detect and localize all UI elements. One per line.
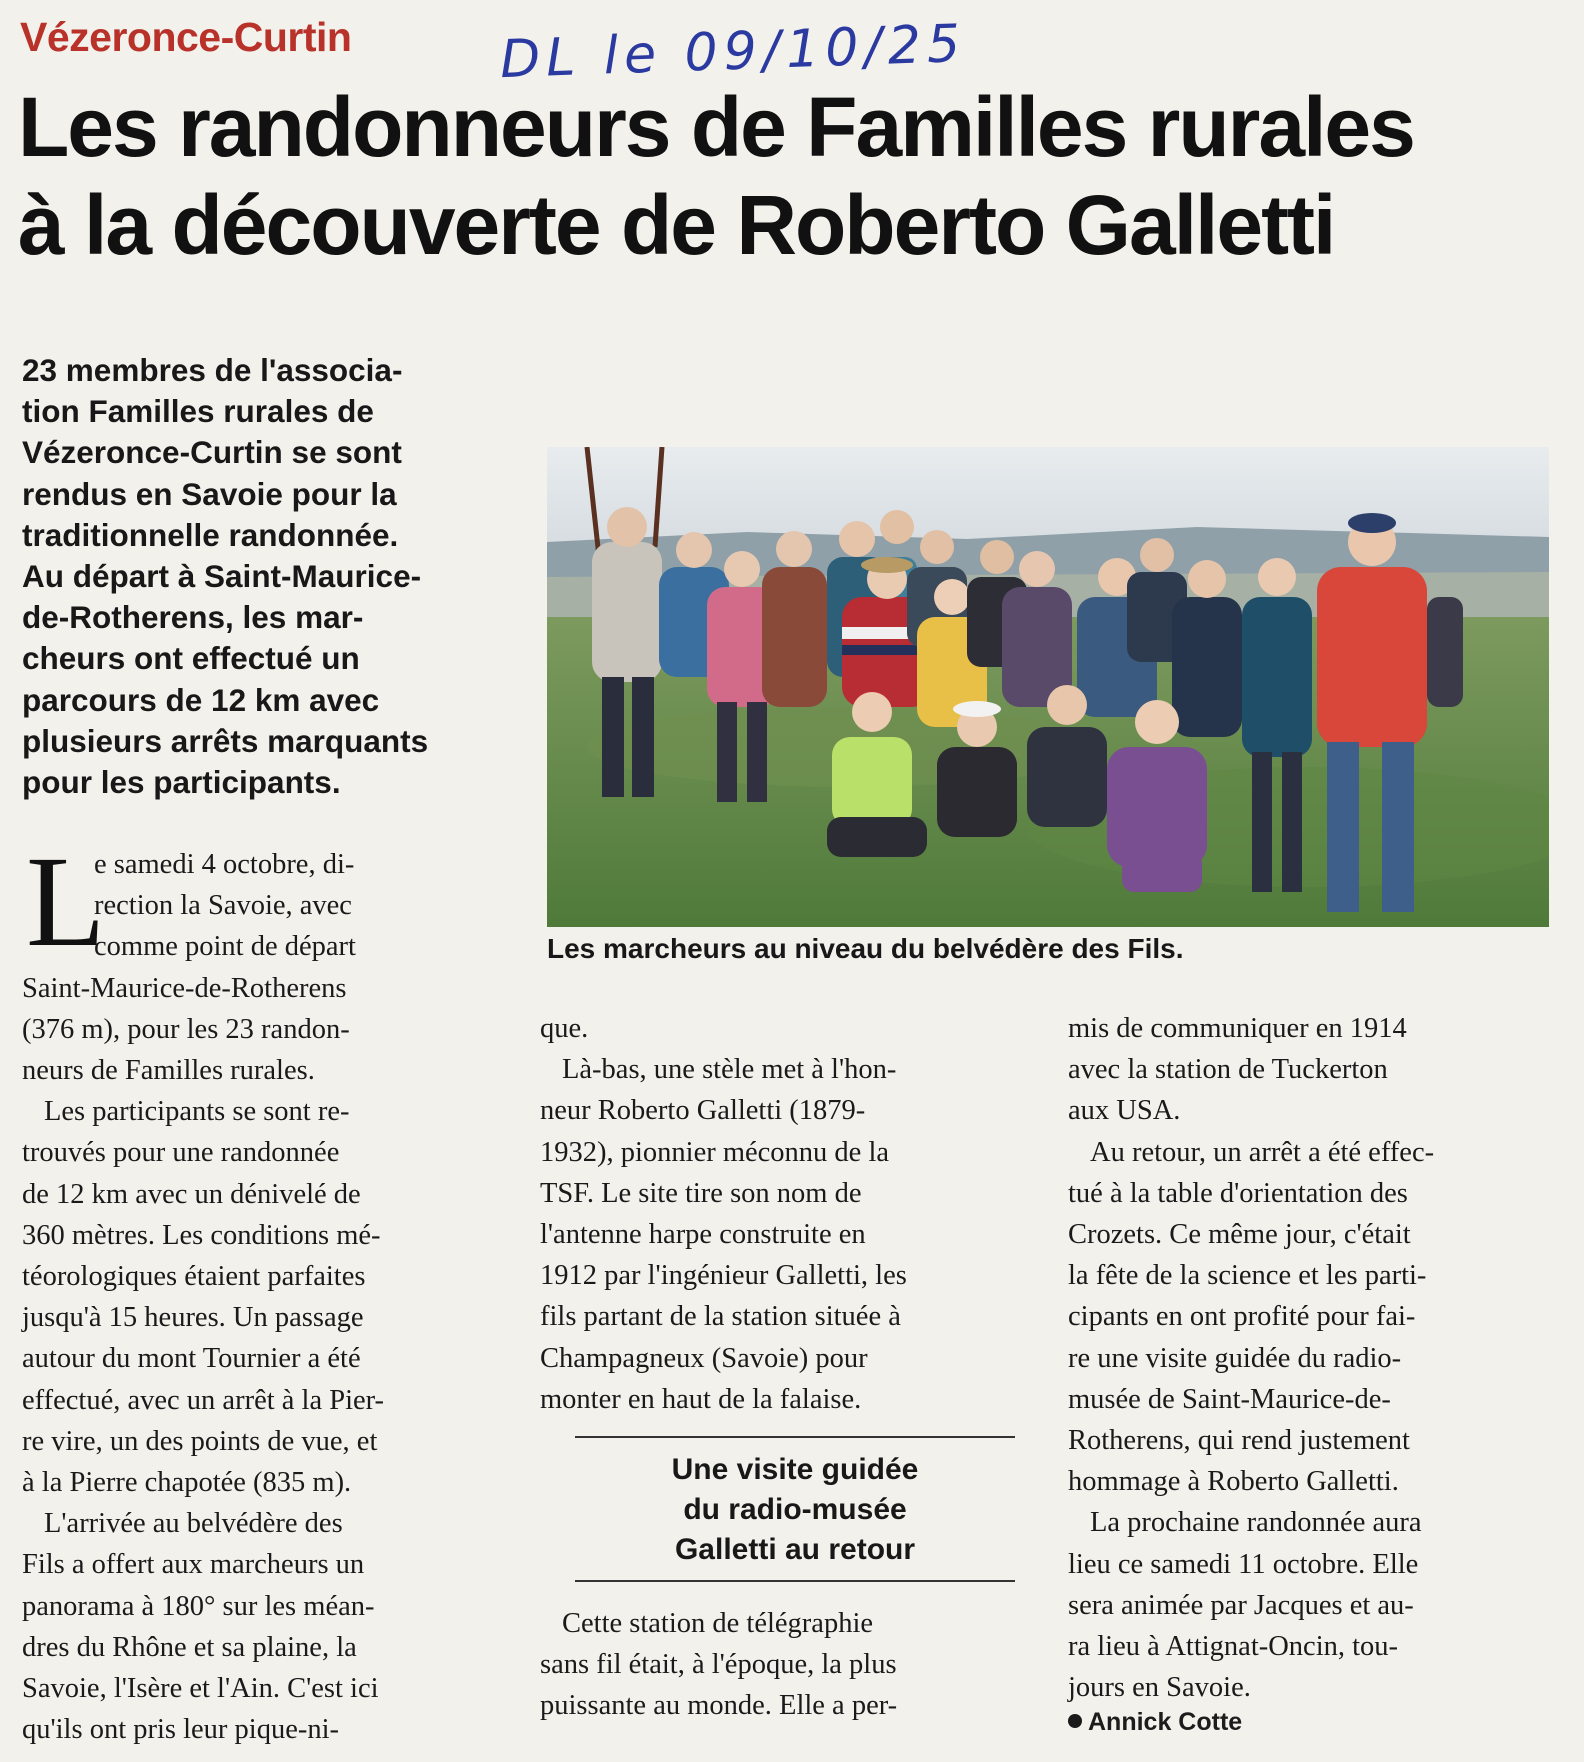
author-name: Annick Cotte <box>1088 1708 1243 1736</box>
lead-line: rendus en Savoie pour la <box>22 475 397 512</box>
text-line: cipants en ont profité pour fai- <box>1068 1301 1416 1333</box>
article-column-2 <box>540 1008 1030 1420</box>
intertitle-rule-top <box>575 1436 1015 1438</box>
group-photo <box>547 447 1549 927</box>
intertitle-rule-bottom <box>575 1580 1015 1582</box>
lead-line: de-Rotherens, les mar- <box>22 599 364 636</box>
headline <box>18 78 1578 274</box>
text-line: re une visite guidée du radio- <box>1068 1342 1402 1374</box>
text-line: rection la Savoie, avec <box>94 890 352 922</box>
group-photo-illustration <box>547 447 1549 927</box>
text-line: 360 mètres. Les conditions mé- <box>22 1219 381 1251</box>
text-line: l'antenne harpe construite en <box>540 1219 866 1251</box>
text-line: tué à la table d'orientation des <box>1068 1177 1408 1209</box>
intertitle <box>580 1450 1010 1570</box>
text-line: musée de Saint-Maurice-de- <box>1068 1383 1391 1415</box>
text-line: Savoie, l'Isère et l'Ain. C'est ici <box>22 1673 379 1705</box>
text-line: Champagneux (Savoie) pour <box>540 1342 868 1374</box>
text-line: téorologiques étaient parfaites <box>22 1261 366 1293</box>
photo-caption: Les marcheurs au niveau du belvédère des Fils. <box>547 933 1184 964</box>
headline-line: à la découverte de Roberto Galletti <box>18 178 1335 272</box>
lead-line: cheurs ont effectué un <box>22 640 360 677</box>
intertitle-line: du radio-musée <box>683 1493 907 1526</box>
text-line: Fils a offert aux marcheurs un <box>22 1549 365 1581</box>
intertitle-line: Une visite guidée <box>671 1453 919 1486</box>
text-line: dres du Rhône et sa plaine, la <box>22 1631 357 1663</box>
text-line: e samedi 4 octobre, di- <box>94 849 355 880</box>
text-line: effectué, avec un arrêt à la Pier- <box>22 1384 385 1416</box>
text-line: comme point de départ <box>94 931 356 963</box>
text-line: Crozets. Ce même jour, c'était <box>1068 1219 1411 1251</box>
text-line: Saint-Maurice-de-Rotherens <box>22 972 347 1004</box>
text-line: jusqu'à 15 heures. Un passage <box>22 1302 364 1334</box>
text-line: (376 m), pour les 23 randon- <box>22 1013 350 1045</box>
text-line: Au retour, un arrêt a été effec- <box>1090 1136 1435 1168</box>
lead-line: plusieurs arrêts marquants <box>22 722 429 759</box>
text-line: 1912 par l'ingénieur Galletti, les <box>540 1260 907 1292</box>
lead-paragraph <box>22 350 542 803</box>
text-line: Les participants se sont re- <box>44 1096 350 1128</box>
lead-line: tion Familles rurales de <box>22 393 374 430</box>
text-line: TSF. Le site tire son nom de <box>540 1177 862 1209</box>
text-line: jours en Savoie. <box>1068 1672 1251 1704</box>
bullet-icon <box>1068 1714 1082 1728</box>
text-line: neurs de Familles rurales. <box>22 1055 315 1087</box>
text-line: panorama à 180° sur les méan- <box>22 1590 375 1622</box>
article-column-3 <box>1068 1008 1568 1708</box>
handwritten-date-note: DL le 09/10/25 <box>499 13 967 91</box>
text-line: ra lieu à Attignat-Oncin, tou- <box>1068 1631 1399 1663</box>
text-line: autour du mont Tournier a été <box>22 1343 361 1375</box>
text-line: hommage à Roberto Galletti. <box>1068 1466 1399 1498</box>
text-line: fils partant de la station située à <box>540 1301 901 1333</box>
headline-line: Les randonneurs de Familles rurales <box>18 80 1414 174</box>
lead-line: pour les participants. <box>22 764 341 801</box>
author-signature <box>1068 1708 1242 1737</box>
text-line: sera animée par Jacques et au- <box>1068 1589 1414 1621</box>
text-line: Là-bas, une stèle met à l'hon- <box>562 1054 897 1086</box>
text-line: re vire, un des points de vue, et <box>22 1425 378 1457</box>
lead-line: Vézeronce-Curtin se sont <box>22 434 402 471</box>
text-line: monter en haut de la falaise. <box>540 1383 862 1415</box>
intertitle-line: Galletti au retour <box>674 1533 916 1566</box>
text-line: lieu ce samedi 11 octobre. Elle <box>1068 1548 1419 1580</box>
text-line: neur Roberto Galletti (1879- <box>540 1095 866 1127</box>
text-line: la fête de la science et les parti- <box>1068 1260 1427 1292</box>
lead-line: traditionnelle randonnée. <box>22 516 399 553</box>
text-line: trouvés pour une randonnée <box>22 1137 340 1169</box>
text-line: aux USA. <box>1068 1095 1181 1127</box>
text-line: mis de communiquer en 1914 <box>1068 1013 1407 1044</box>
text-line: puissante au monde. Elle a per- <box>540 1690 898 1722</box>
text-line: sans fil était, à l'époque, la plus <box>540 1649 897 1681</box>
lead-line: parcours de 12 km avec <box>22 681 380 718</box>
text-line: que. <box>540 1013 589 1044</box>
drop-cap: L <box>26 830 106 974</box>
text-line: Cette station de télégraphie <box>562 1608 874 1639</box>
lead-line: 23 membres de l'associa- <box>22 352 403 388</box>
text-line: La prochaine randonnée aura <box>1090 1507 1422 1539</box>
text-line: 1932), pionnier méconnu de la <box>540 1136 890 1168</box>
text-line: L'arrivée au belvédère des <box>44 1508 343 1540</box>
lead-line: Au départ à Saint-Maurice- <box>22 558 422 595</box>
text-line: de 12 km avec un dénivelé de <box>22 1178 361 1210</box>
text-line: avec la station de Tuckerton <box>1068 1054 1388 1086</box>
text-line: à la Pierre chapotée (835 m). <box>22 1467 352 1499</box>
article-column-1 <box>22 830 502 1750</box>
text-line: Rotherens, qui rend justement <box>1068 1425 1410 1457</box>
text-line: qu'ils ont pris leur pique-ni- <box>22 1714 340 1746</box>
location-rubric: Vézeronce-Curtin <box>20 14 352 60</box>
article-column-2-continued <box>540 1603 1030 1727</box>
